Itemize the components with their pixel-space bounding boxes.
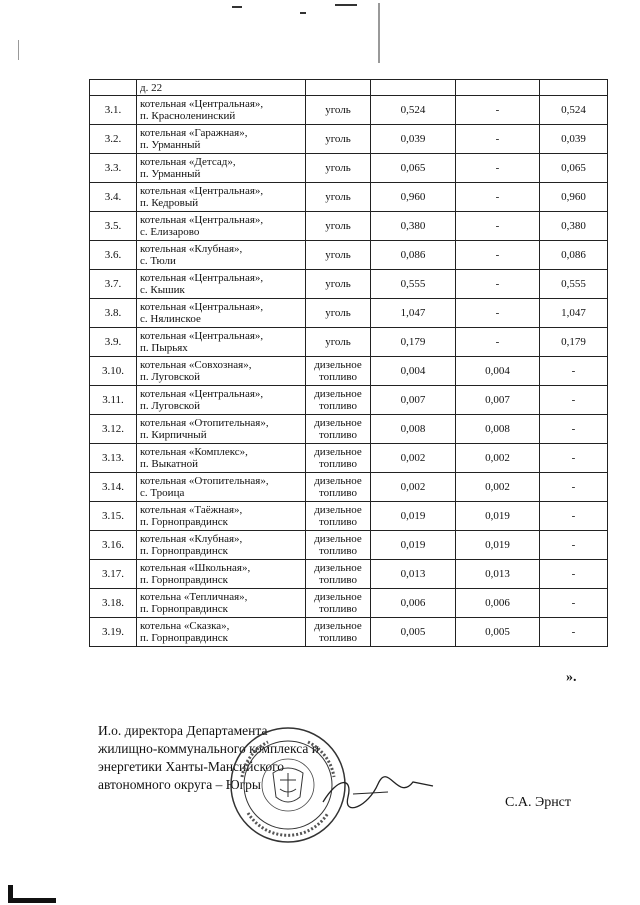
value-2: 0,006	[485, 597, 510, 609]
cell-fuel	[306, 502, 371, 531]
cell-value-2	[456, 154, 540, 183]
value-1: 0,960	[400, 191, 426, 203]
row-number: 3.2.	[104, 133, 122, 145]
value-2: 0,013	[485, 568, 510, 580]
value-2: -	[495, 133, 500, 145]
settlement-name: п. Горноправдинск	[140, 632, 228, 644]
settlement-name: п. Горноправдинск	[140, 603, 228, 615]
cell-value-1	[371, 154, 456, 183]
cell-fuel	[306, 80, 371, 96]
cell-fuel	[306, 183, 371, 212]
cell-fuel	[306, 212, 371, 241]
cell-name	[137, 241, 306, 270]
row-number: 3.4.	[104, 191, 122, 203]
cell-fuel	[306, 444, 371, 473]
cell-value-1	[371, 299, 456, 328]
value-2: 0,005	[485, 626, 510, 638]
cell-fuel	[306, 415, 371, 444]
fuel-type: дизельное	[314, 562, 362, 574]
cell-fuel	[306, 154, 371, 183]
boiler-name: котельна «Тепличная»,	[140, 591, 248, 603]
cell-name	[137, 96, 306, 125]
row-number: 3.9.	[104, 336, 122, 348]
boiler-name: котельная «Гаражная»,	[140, 127, 248, 139]
boiler-name: котельная «Центральная»,	[140, 388, 264, 400]
cell-fuel	[306, 299, 371, 328]
fuel-table	[89, 79, 608, 647]
boiler-name: котельная «Клубная»,	[140, 533, 243, 545]
table-row	[90, 154, 608, 183]
cell-name	[137, 473, 306, 502]
cell-value-3	[540, 357, 608, 386]
value-1: 1,047	[400, 307, 426, 319]
fuel-type: уголь	[325, 104, 351, 116]
cell-value-3	[540, 241, 608, 270]
cell-name: д. 22	[137, 80, 306, 96]
cell-fuel	[306, 386, 371, 415]
cell-num	[90, 80, 137, 96]
cell-name	[137, 618, 306, 647]
cell-fuel	[306, 589, 371, 618]
value-3: 0,524	[561, 104, 586, 116]
value-3: 1,047	[561, 307, 586, 319]
cell-value-1	[371, 473, 456, 502]
settlement-name: п. Кирпичный	[140, 429, 207, 441]
fuel-type: уголь	[325, 336, 351, 348]
value-2: -	[495, 220, 500, 232]
value-1: 0,007	[400, 394, 426, 406]
value-3: 0,086	[561, 249, 586, 261]
row-number: 3.5.	[104, 220, 122, 232]
scan-artifact	[335, 4, 357, 6]
scan-artifact	[378, 3, 380, 63]
value-2: -	[495, 104, 500, 116]
fuel-type: уголь	[325, 220, 351, 232]
cell-num	[90, 473, 137, 502]
cell-num	[90, 270, 137, 299]
cell-num	[90, 357, 137, 386]
cell-value-2	[456, 444, 540, 473]
cell-fuel	[306, 96, 371, 125]
cell-num	[90, 415, 137, 444]
cell-value-2	[456, 560, 540, 589]
settlement-name: п. Луговской	[140, 400, 200, 412]
boiler-name: котельная «Центральная»,	[140, 185, 264, 197]
cell-value-2	[456, 589, 540, 618]
cell-value-2	[456, 299, 540, 328]
cell-value-2	[456, 241, 540, 270]
boiler-name: котельная «Отопительная»,	[140, 475, 269, 487]
value-2: 0,008	[485, 423, 510, 435]
cell-value-3	[540, 154, 608, 183]
fuel-type: дизельное	[314, 388, 362, 400]
cell-value-3	[540, 589, 608, 618]
cell-value-3	[540, 415, 608, 444]
fuel-type-cont: топливо	[318, 545, 358, 557]
fuel-type-cont: топливо	[318, 603, 358, 615]
cell-value-3	[540, 212, 608, 241]
cell-value-1	[371, 212, 456, 241]
table-row	[90, 444, 608, 473]
cell-value-3	[540, 96, 608, 125]
boiler-name: котельная «Центральная»,	[140, 98, 264, 110]
fuel-type: дизельное	[314, 591, 362, 603]
cell-name	[137, 531, 306, 560]
table-row	[90, 386, 608, 415]
row-number: 3.3.	[104, 162, 122, 174]
cell-num	[90, 212, 137, 241]
fuel-type: уголь	[325, 307, 351, 319]
value-3: 0,555	[561, 278, 586, 290]
cell-num	[90, 125, 137, 154]
value-1: 0,013	[400, 568, 426, 580]
cell-value-1	[371, 96, 456, 125]
cell-num	[90, 531, 137, 560]
cell-name	[137, 415, 306, 444]
value-1: 0,179	[400, 336, 426, 348]
cell-value-2	[456, 415, 540, 444]
boiler-name: котельная «Клубная»,	[140, 243, 243, 255]
cell-num	[90, 618, 137, 647]
settlement-name: п. Горноправдинск	[140, 574, 228, 586]
value-3: -	[571, 510, 576, 522]
fuel-type-cont: топливо	[318, 400, 358, 412]
cell-name	[137, 183, 306, 212]
cell-value-2	[456, 618, 540, 647]
value-1: 0,380	[400, 220, 426, 232]
value-1: 0,555	[400, 278, 426, 290]
cell-num	[90, 241, 137, 270]
value-3: 0,039	[561, 133, 586, 145]
cell-fuel	[306, 270, 371, 299]
value-2: 0,019	[485, 510, 510, 522]
row-number: 3.11.	[102, 394, 124, 406]
value-3: 0,065	[561, 162, 586, 174]
cell-num	[90, 183, 137, 212]
cell-value-3	[540, 270, 608, 299]
row-number: 3.10.	[102, 365, 124, 377]
cell-value-1	[371, 241, 456, 270]
table-row	[90, 80, 608, 96]
fuel-type: уголь	[325, 162, 351, 174]
cell-value-2	[456, 183, 540, 212]
handwritten-signature	[318, 772, 438, 812]
table-row	[90, 125, 608, 154]
fuel-type: дизельное	[314, 417, 362, 429]
cell-name	[137, 444, 306, 473]
boiler-name: котельная «Центральная»,	[140, 301, 264, 313]
value-1: 0,065	[400, 162, 426, 174]
cell-value-2	[456, 502, 540, 531]
cell-value-2	[456, 531, 540, 560]
cell-value-2	[456, 270, 540, 299]
cell-value-1	[371, 386, 456, 415]
value-3: -	[571, 365, 576, 377]
value-1: 0,019	[400, 539, 426, 551]
table-row	[90, 183, 608, 212]
boiler-name: котельная «Центральная»,	[140, 330, 264, 342]
cell-value-3	[540, 328, 608, 357]
fuel-type: уголь	[325, 278, 351, 290]
value-3: 0,960	[561, 191, 586, 203]
cell-value-1	[371, 183, 456, 212]
value-3: -	[571, 481, 576, 493]
value-2: 0,004	[485, 365, 510, 377]
cell-num	[90, 96, 137, 125]
cell-fuel	[306, 241, 371, 270]
signatory-name: С.А. Эрнст	[505, 795, 572, 810]
fuel-type-cont: топливо	[318, 574, 358, 586]
cell-value-1	[371, 560, 456, 589]
row-number: 3.17.	[102, 568, 124, 580]
settlement-name: п. Горноправдинск	[140, 545, 228, 557]
cell-value-2	[456, 386, 540, 415]
table-row	[90, 560, 608, 589]
cell-value-2	[456, 96, 540, 125]
boiler-name: котельная «Отопительная»,	[140, 417, 269, 429]
table-row	[90, 357, 608, 386]
table-row	[90, 531, 608, 560]
boiler-name: котельная «Детсад»,	[140, 156, 236, 168]
cell-value-2	[456, 125, 540, 154]
value-3: -	[571, 597, 576, 609]
table-row	[90, 473, 608, 502]
boiler-name: котельная «Совхозная»,	[140, 359, 252, 371]
cell-num	[90, 589, 137, 618]
cell-num	[90, 502, 137, 531]
table-row	[90, 502, 608, 531]
fuel-type: дизельное	[314, 359, 362, 371]
closing-quote: ».	[566, 670, 577, 685]
cell-fuel	[306, 531, 371, 560]
row-number: 3.13.	[102, 452, 124, 464]
fuel-type-cont: топливо	[318, 429, 358, 441]
value-3: -	[571, 626, 576, 638]
value-1: 0,019	[400, 510, 426, 522]
settlement-name: с. Елизарово	[140, 226, 200, 238]
settlement-name: п. Выкатной	[140, 458, 198, 470]
table-row	[90, 241, 608, 270]
table-row	[90, 212, 608, 241]
row-number: 3.1.	[104, 104, 122, 116]
cell-num	[90, 560, 137, 589]
fuel-type: дизельное	[314, 446, 362, 458]
value-1: 0,005	[400, 626, 426, 638]
table-row	[90, 270, 608, 299]
scan-artifact	[300, 12, 306, 14]
table-row	[90, 299, 608, 328]
scan-artifact	[8, 898, 56, 903]
cell-name	[137, 125, 306, 154]
cell-num	[90, 386, 137, 415]
fuel-type: уголь	[325, 133, 351, 145]
fuel-type-cont: топливо	[318, 516, 358, 528]
signatory-title-line: автономного округа – Югры	[98, 777, 261, 792]
cell-name	[137, 212, 306, 241]
cell-value-2	[456, 80, 540, 96]
cell-value-2	[456, 328, 540, 357]
cell-value-3	[540, 502, 608, 531]
cell-value-1	[371, 80, 456, 96]
settlement-name: п. Луговской	[140, 371, 200, 383]
cell-name	[137, 502, 306, 531]
cell-fuel	[306, 618, 371, 647]
fuel-type: уголь	[325, 191, 351, 203]
cell-value-3	[540, 560, 608, 589]
settlement-name: с. Нялинское	[140, 313, 201, 325]
cell-value-1	[371, 444, 456, 473]
cell-value-1	[371, 531, 456, 560]
row-number: 3.8.	[104, 307, 122, 319]
value-2: 0,002	[485, 452, 510, 464]
cell-value-1	[371, 270, 456, 299]
value-3: -	[571, 539, 576, 551]
table-row	[90, 415, 608, 444]
fuel-type-cont: топливо	[318, 371, 358, 383]
cell-value-1	[371, 357, 456, 386]
boiler-name: котельная «Школьная»,	[140, 562, 251, 574]
cell-value-1	[371, 589, 456, 618]
cell-num	[90, 444, 137, 473]
value-3: -	[571, 394, 576, 406]
cell-fuel	[306, 473, 371, 502]
boiler-name: котельна «Сказка»,	[140, 620, 230, 632]
cell-value-3	[540, 80, 608, 96]
settlement-name: п. Кедровый	[140, 197, 199, 209]
cell-name	[137, 270, 306, 299]
cell-num	[90, 328, 137, 357]
cell-value-3	[540, 386, 608, 415]
cell-value-3	[540, 125, 608, 154]
value-2: -	[495, 307, 500, 319]
settlement-name: п. Урманный	[140, 168, 201, 180]
value-1: 0,039	[400, 133, 426, 145]
cell-value-1	[371, 502, 456, 531]
row-number: 3.18.	[102, 597, 124, 609]
table-row	[90, 96, 608, 125]
value-2: -	[495, 278, 500, 290]
row-number: 3.16.	[102, 539, 124, 551]
value-1: 0,002	[400, 481, 426, 493]
fuel-type: дизельное	[314, 533, 362, 545]
value-2: -	[495, 191, 500, 203]
value-3: -	[571, 423, 576, 435]
cell-value-3	[540, 618, 608, 647]
cell-name	[137, 299, 306, 328]
fuel-type-cont: топливо	[318, 487, 358, 499]
boiler-name: котельная «Таёжная»,	[140, 504, 243, 516]
value-1: 0,002	[400, 452, 426, 464]
cell-value-3	[540, 183, 608, 212]
value-1: 0,086	[400, 249, 426, 261]
value-1: 0,006	[400, 597, 426, 609]
cell-name	[137, 560, 306, 589]
cell-value-2	[456, 473, 540, 502]
fuel-type-cont: топливо	[318, 458, 358, 470]
row-number: 3.6.	[104, 249, 122, 261]
value-1: 0,524	[400, 104, 426, 116]
boiler-name: котельная «Центральная»,	[140, 272, 264, 284]
value-1: 0,004	[400, 365, 426, 377]
fuel-type: уголь	[325, 249, 351, 261]
value-2: -	[495, 336, 500, 348]
cell-value-1	[371, 328, 456, 357]
table-row	[90, 328, 608, 357]
boiler-name: котельная «Центральная»,	[140, 214, 264, 226]
value-1: 0,008	[400, 423, 426, 435]
value-2: -	[495, 249, 500, 261]
fuel-type-cont: топливо	[318, 632, 358, 644]
scan-artifact	[232, 6, 242, 8]
settlement-name: п. Красноленинский	[140, 110, 236, 122]
cell-value-2	[456, 357, 540, 386]
settlement-name: с. Тюли	[140, 255, 176, 267]
table-row	[90, 589, 608, 618]
cell-name	[137, 328, 306, 357]
cell-fuel	[306, 328, 371, 357]
value-3: -	[571, 568, 576, 580]
row-number: 3.12.	[102, 423, 124, 435]
row-number: 3.7.	[104, 278, 122, 290]
cell-fuel	[306, 125, 371, 154]
cell-num	[90, 299, 137, 328]
fuel-type: дизельное	[314, 475, 362, 487]
cell-value-3	[540, 473, 608, 502]
row-number: 3.14.	[102, 481, 124, 493]
cell-value-3	[540, 444, 608, 473]
cell-value-2	[456, 212, 540, 241]
cell-name	[137, 386, 306, 415]
settlement-name: п. Пырьях	[140, 342, 188, 354]
settlement-name: п. Урманный	[140, 139, 201, 151]
cell-num	[90, 154, 137, 183]
cell-name	[137, 154, 306, 183]
cell-value-3	[540, 531, 608, 560]
value-2: 0,002	[485, 481, 510, 493]
value-3: 0,380	[561, 220, 586, 232]
signatory-title-line: И.о. директора Департамента	[98, 723, 268, 738]
value-3: -	[571, 452, 576, 464]
settlement-name: с. Троица	[140, 487, 185, 499]
signatory-title-line: жилищно-коммунального комплекса и	[98, 741, 319, 756]
value-2: -	[495, 162, 500, 174]
boiler-name: котельная «Комплекс»,	[140, 446, 248, 458]
cell-name	[137, 589, 306, 618]
fuel-type: дизельное	[314, 504, 362, 516]
value-3: 0,179	[561, 336, 586, 348]
table-row	[90, 618, 608, 647]
row-number: 3.19.	[102, 626, 124, 638]
cell-value-1	[371, 125, 456, 154]
cell-fuel	[306, 560, 371, 589]
scan-artifact	[18, 40, 19, 60]
value-2: 0,019	[485, 539, 510, 551]
settlement-name: с. Кышик	[140, 284, 185, 296]
cell-name	[137, 357, 306, 386]
settlement-name: п. Горноправдинск	[140, 516, 228, 528]
signatory-title-line: энергетики Ханты-Мансийского	[98, 759, 285, 774]
value-2: 0,007	[485, 394, 510, 406]
cell-value-1	[371, 415, 456, 444]
cell-value-1	[371, 618, 456, 647]
fuel-type: дизельное	[314, 620, 362, 632]
cell-value-3	[540, 299, 608, 328]
cell-fuel	[306, 357, 371, 386]
row-number: 3.15.	[102, 510, 124, 522]
